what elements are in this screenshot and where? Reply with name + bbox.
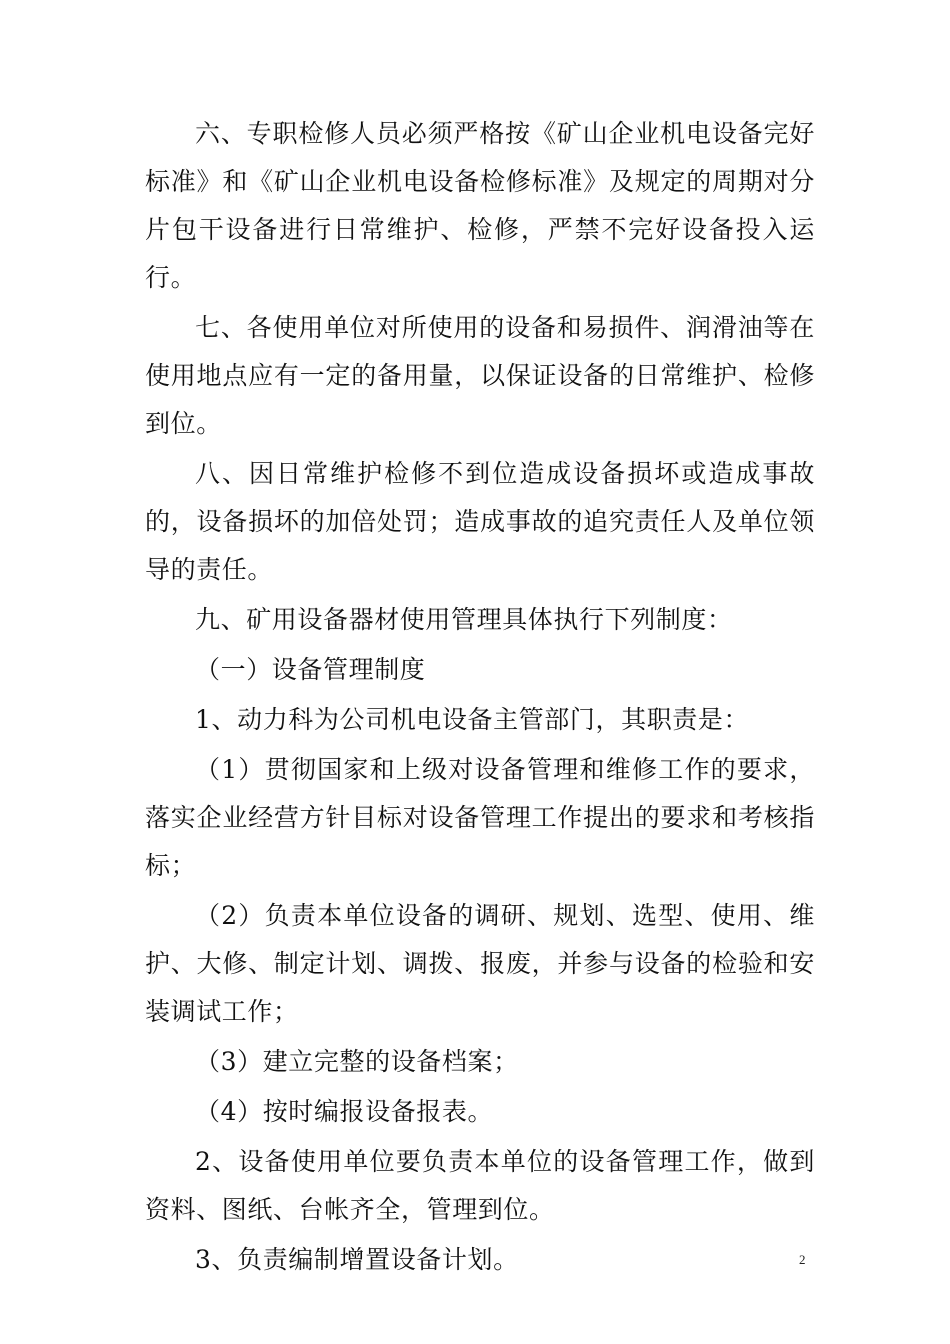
paragraph-item-6: 六、专职检修人员必须严格按《矿山企业机电设备完好标准》和《矿山企业机电设备检修标准》及规定的周期对分片包干设备进行日常维护、检修，严禁不完好设备投入运行。 — [145, 119, 815, 292]
paragraph-item-7: 七、各使用单位对所使用的设备和易损件、润滑油等在使用地点应有一定的备用量，以保证设备的日常维护、检修到位。 — [145, 313, 815, 438]
document-body — [145, 110, 815, 1286]
clause-1: 1、动力科为公司机电设备主管部门，其职责是： — [195, 705, 750, 734]
paragraph-item-8: 八、因日常维护检修不到位造成设备损坏或造成事故的，设备损坏的加倍处罚；造成事故的追究责任人及单位领导的责任。 — [145, 459, 815, 584]
sub-clause-1: （1）贯彻国家和上级对设备管理和维修工作的要求，落实企业经营方针目标对设备管理工作提出的要求和考核指标； — [145, 755, 815, 880]
clause-3: 3、负责编制增置设备计划。 — [195, 1245, 519, 1274]
sub-clause-4: （4）按时编报设备报表。 — [195, 1097, 494, 1126]
sub-clause-3: （3）建立完整的设备档案； — [195, 1047, 519, 1076]
paragraph-item-9: 九、矿用设备器材使用管理具体执行下列制度： — [195, 605, 733, 634]
section-heading-equipment-management: （一）设备管理制度 — [195, 655, 426, 684]
sub-clause-2: （2）负责本单位设备的调研、规划、选型、使用、维护、大修、制定计划、调拨、报废，并参与设备的检验和安装调试工作； — [145, 901, 815, 1026]
page-number: 2 — [799, 1252, 806, 1267]
clause-2: 2、设备使用单位要负责本单位的设备管理工作，做到资料、图纸、台帐齐全，管理到位。 — [145, 1147, 815, 1224]
